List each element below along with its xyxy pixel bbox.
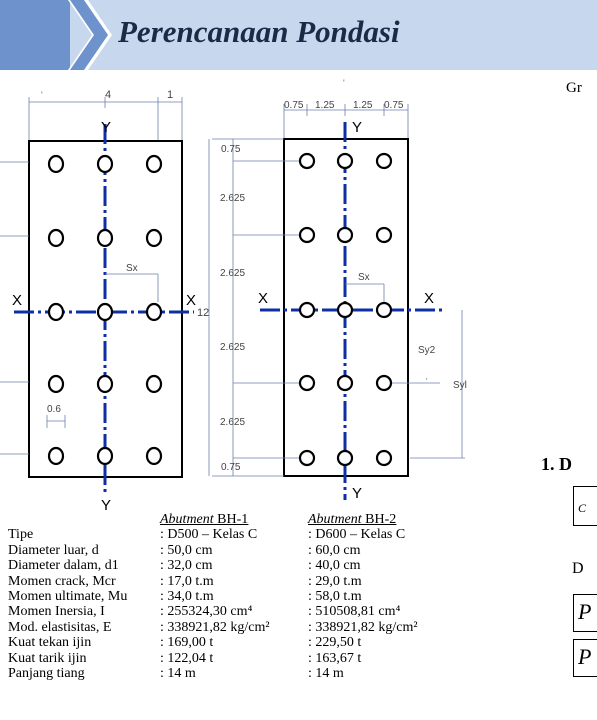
right-axis-x-right: X — [424, 290, 435, 307]
right-axis-y-top: Y — [352, 119, 363, 136]
left-axis-x-left: X — [12, 292, 23, 309]
left-dim-tick: ' — [41, 90, 43, 100]
right-top-dim-2: 1.25 — [315, 100, 335, 111]
page-title: Perencanaan Pondasi — [118, 14, 400, 49]
right-side-dim-3: 2.625 — [220, 268, 246, 279]
spec-bh2-value: : 163,67 t — [308, 650, 362, 666]
spec-label: Momen ultimate, Mu — [8, 588, 128, 604]
header-banner — [0, 0, 597, 70]
right-side-dim-5: 2.625 — [220, 417, 246, 428]
right-sx-label: Sx — [358, 272, 370, 283]
spec-label: Momen Inersia, I — [8, 604, 105, 620]
spec-bh1-value: : 338921,82 kg/cm² — [160, 619, 270, 635]
left-pile-cap-plan — [0, 89, 196, 512]
formula-box-c: C — [573, 486, 597, 526]
spec-bh2-value: : 58,0 t.m — [308, 588, 362, 604]
right-side-dim-2: 2.625 — [220, 193, 246, 204]
pile-layout-drawing — [0, 72, 597, 512]
spec-bh2-value: : 60,0 cm — [308, 542, 361, 558]
right-top-dim-4: 0.75 — [384, 100, 404, 111]
spec-bh2-value: : 14 m — [308, 665, 344, 681]
right-sy1-label: Syl — [453, 380, 467, 391]
spec-bh1-value: : 122,04 t — [160, 650, 214, 666]
right-sy-tick: ' — [426, 377, 428, 386]
right-top-dim-3: 1.25 — [353, 100, 373, 111]
spec-bh2-value: : 229,50 t — [308, 635, 362, 651]
section-letter: D — [559, 454, 572, 474]
right-height-dim: 12 — [197, 307, 210, 319]
spec-bh1-value: : 255324,30 cm⁴ — [160, 604, 253, 620]
right-top-dim-1: 0.75 — [284, 100, 304, 111]
section-number: 1. D — [541, 454, 572, 474]
spec-bh2-value: : D600 – Kelas C — [308, 527, 406, 543]
formula-box-p1: P — [573, 594, 597, 632]
left-top-dim-2: 1 — [167, 89, 174, 101]
spec-bh1-value: : 17,0 t.m — [160, 573, 214, 589]
left-pile-dia: 0.6 — [47, 404, 61, 415]
spec-label: Tipe — [8, 527, 34, 543]
right-side-dim-1: 0.75 — [221, 144, 241, 155]
right-side-dim-4: 2.625 — [220, 342, 246, 353]
right-dim-tick: ' — [343, 78, 345, 88]
right-axis-y-bottom: Y — [352, 485, 363, 502]
left-axis-x-right: X — [186, 292, 197, 309]
spec-bh2-value: : 40,0 cm — [308, 558, 361, 574]
spec-bh1-value: : 34,0 t.m — [160, 588, 214, 604]
right-side-dim-6: 0.75 — [221, 462, 241, 473]
spec-label: Diameter dalam, d1 — [8, 558, 119, 574]
spec-bh1-value: : 169,00 t — [160, 635, 214, 651]
spec-label: Panjang tiang — [8, 665, 85, 681]
spec-bh2-value: : 510508,81 cm⁴ — [308, 604, 401, 620]
right-axis-x-left: X — [258, 290, 269, 307]
spec-col-bh1: Abutment BH-1 — [160, 512, 249, 527]
left-top-dim-1: 4 — [105, 89, 112, 101]
spec-label: Diameter luar, d — [8, 542, 99, 558]
formula-box-p2: P — [573, 639, 597, 677]
spec-label: Mod. elastisitas, E — [8, 619, 112, 635]
spec-label: Kuat tekan ijin — [8, 635, 92, 651]
spec-bh1-value: : 50,0 cm — [160, 542, 213, 558]
spec-label: Kuat tarik ijin — [8, 650, 87, 666]
spec-col-bh2: Abutment BH-2 — [308, 512, 397, 527]
cut-text-d: D — [572, 560, 584, 577]
left-axis-y-top: Y — [101, 119, 112, 136]
spec-bh1-value: : 14 m — [160, 665, 196, 681]
spec-bh1-value: : D500 – Kelas C — [160, 527, 258, 543]
spec-label: Momen crack, Mcr — [8, 573, 116, 589]
left-sx-label: Sx — [126, 263, 138, 274]
right-pile-cap-plan — [197, 78, 467, 502]
chevron-arrow-icon — [0, 0, 130, 70]
spec-bh1-value: : 32,0 cm — [160, 558, 213, 574]
spec-bh2-value: : 338921,82 kg/cm² — [308, 619, 418, 635]
cut-text-gr: Gr — [566, 80, 582, 96]
right-sy2-label: Sy2 — [418, 345, 436, 356]
left-axis-y-bottom: Y — [101, 497, 112, 512]
spec-bh2-value: : 29,0 t.m — [308, 573, 362, 589]
